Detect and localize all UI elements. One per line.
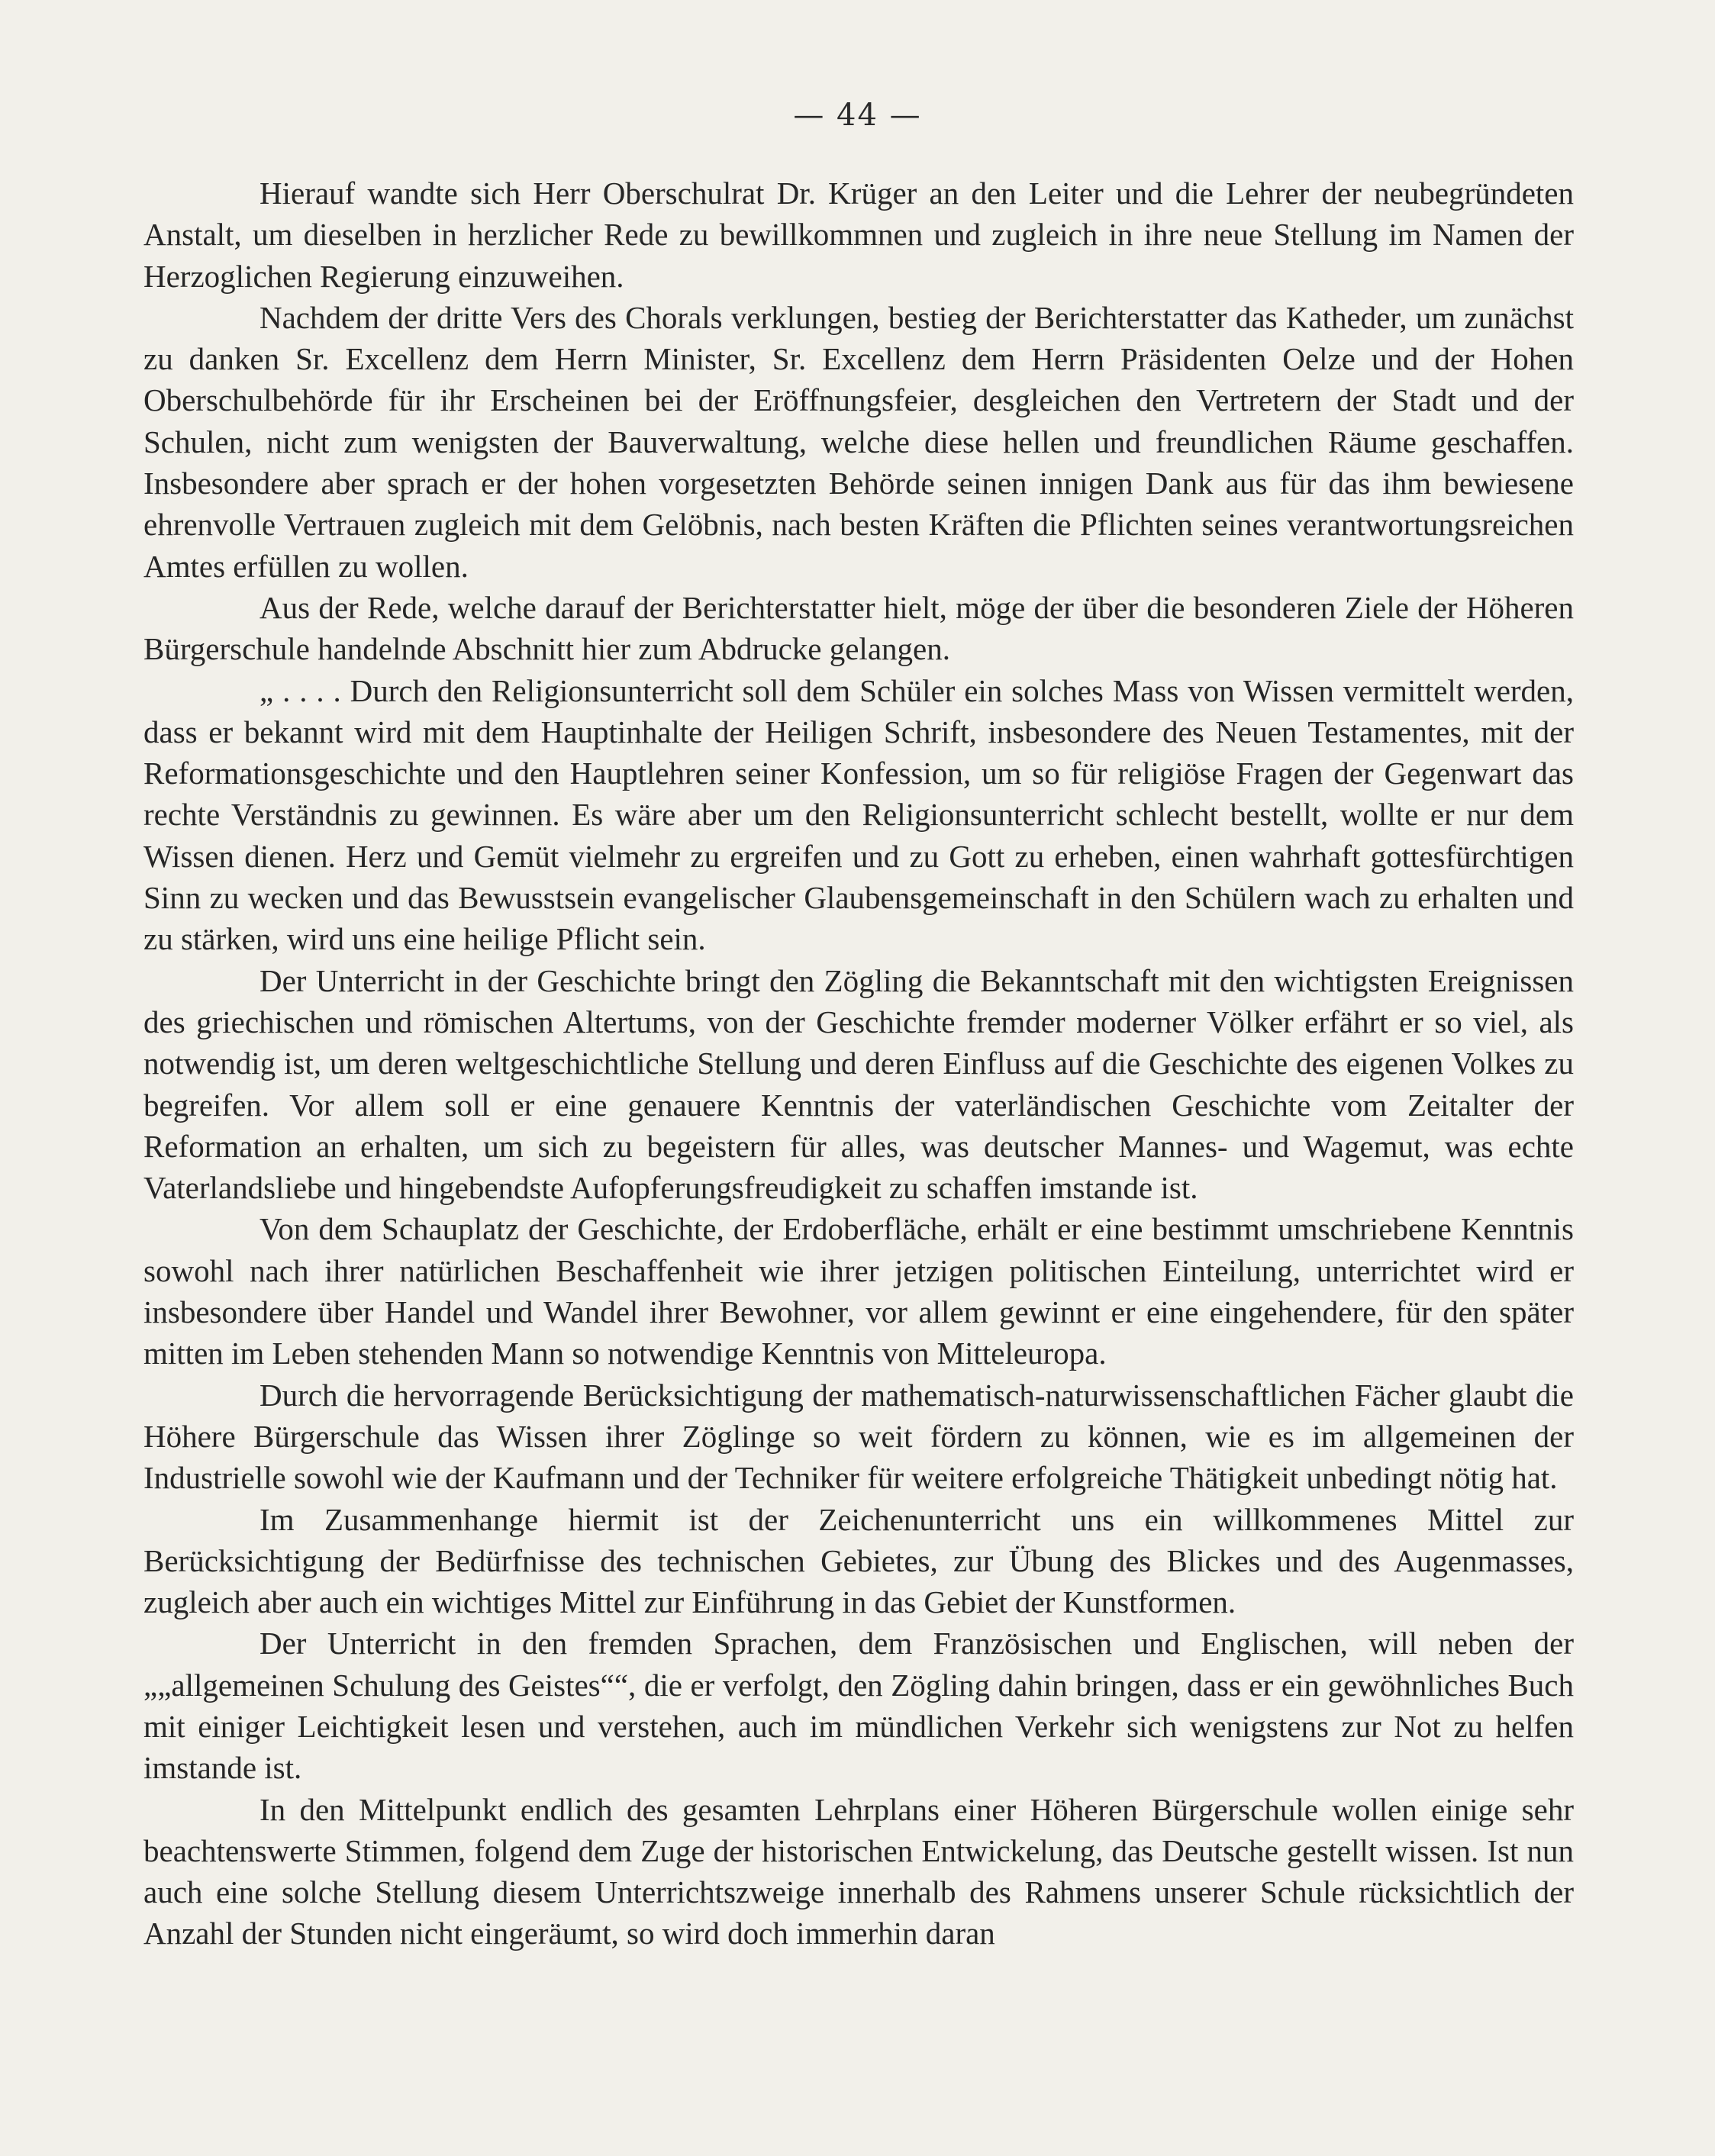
paragraph: Hierauf wandte sich Herr Oberschulrat Dr. Krüger an den Leiter und die Lehrer der neubegründeten Anstalt, um dieselben in herzlicher Rede zu bewillkommnen und zugleich in ihre neue Stellung im Namen der Herzoglichen Regierung einzuweihen. bbox=[143, 176, 1574, 294]
paragraph: Der Unterricht in der Geschichte bringt den Zögling die Bekanntschaft mit den wichtigsten Ereignissen des griechischen und römischen Altertums, von der Geschichte fremder moderner Völker erfährt er so viel, als notwendig ist, um deren weltgeschichtliche Stellung und deren Einfluss auf die Geschichte des eigenen Volkes zu begreifen. Vor allem soll er eine genauere Kenntnis der vaterländischen Geschichte vom Zeitalter der Reformation an erhalten, um sich zu begeistern für alles, was deutscher Mannes- und Wagemut, was echte Vaterlandsliebe und hingebendste Aufopferungsfreudigkeit zu schaffen imstande ist. bbox=[143, 962, 1574, 1206]
body-text bbox=[143, 172, 1574, 1955]
paragraph: In den Mittelpunkt endlich des gesamten Lehrplans einer Höheren Bürgerschule wollen einige sehr beachtenswerte Stimmen, folgend dem Zuge der historischen Entwickelung, das Deutsche gestellt wissen. Ist nun auch eine solche Stellung diesem Unterrichtszweige innerhalb des Rahmens unserer Schule rücksichtlich der Anzahl der Stunden nicht eingeräumt, so wird doch immerhin daran bbox=[143, 1791, 1574, 1951]
paragraph: Von dem Schauplatz der Geschichte, der Erdoberfläche, erhält er eine bestimmt umschriebene Kenntnis sowohl nach ihrer natürlichen Beschaffenheit wie ihrer jetzigen politischen Einteilung, unterrichtet wird er insbesondere über Handel und Wandel ihrer Bewohner, vor allem gewinnt er eine eingehendere, für den später mitten im Leben stehenden Mann so notwendige Kenntnis von Mitteleuropa. bbox=[143, 1211, 1574, 1371]
page-number: — 44 — bbox=[793, 98, 922, 133]
paragraph: Der Unterricht in den fremden Sprachen, dem Französischen und Englischen, will neben der „„allgemeinen Schulung des Geistes““, die er verfolgt, den Zögling dahin bringen, dass er ein gewöhnliches Buch mit einiger Leichtigkeit lesen und verstehen, auch im mündlichen Verkehr sich wenigstens zur Not zu helfen imstande ist. bbox=[143, 1626, 1574, 1786]
paragraph: Aus der Rede, welche darauf der Berichterstatter hielt, möge der über die besonderen Ziele der Höheren Bürgerschule handelnde Abschnitt hier zum Abdrucke gelangen. bbox=[143, 589, 1574, 667]
paragraph: Im Zusammenhange hiermit ist der Zeichenunterricht uns ein willkommenes Mittel zur Berücksichtigung der Bedürfnisse des technischen Gebietes, zur Übung des Blickes und des Augenmasses, zugleich aber auch ein wichtiges Mittel zur Einführung in das Gebiet der Kunstformen. bbox=[143, 1501, 1574, 1620]
paragraph: Durch die hervorragende Berücksichtigung der mathematisch-naturwissenschaftlichen Fächer glaubt die Höhere Bürgerschule das Wissen ihrer Zöglinge so weit fördern zu können, wie es im allgemeinen der Industrielle sowohl wie der Kaufmann und der Techniker für weitere erfolgreiche Thätigkeit unbedingt nötig hat. bbox=[143, 1377, 1574, 1496]
paragraph: „ . . . . Durch den Religionsunterricht soll dem Schüler ein solches Mass von Wissen vermittelt werden, dass er bekannt wird mit dem Hauptinhalte der Heiligen Schrift, insbesondere des Neuen Testamentes, mit der Reformationsgeschichte und den Hauptlehren seiner Konfession, um so für religiöse Fragen der Gegenwart das rechte Verständnis zu gewinnen. Es wäre aber um den Religionsunterricht schlecht bestellt, wollte er nur dem Wissen dienen. Herz und Gemüt vielmehr zu ergreifen und zu Gott zu erheben, einen wahrhaft gottesfürchtigen Sinn zu wecken und das Bewusstsein evangelischer Glaubensgemeinschaft in den Schülern wach zu erhalten und zu stärken, wird uns eine heilige Pflicht sein. bbox=[143, 672, 1574, 957]
paragraph: Nachdem der dritte Vers des Chorals verklungen, bestieg der Berichterstatter das Katheder, um zunächst zu danken Sr. Excellenz dem Herrn Minister, Sr. Excellenz dem Herrn Präsidenten Oelze und der Hohen Oberschulbehörde für ihr Erscheinen bei der Eröffnungsfeier, desgleichen den Vertretern der Stadt und der Schulen, nicht zum wenigsten der Bauverwaltung, welche diese hellen und freundlichen Räume geschaffen. Insbesondere aber sprach er der hohen vorgesetzten Behörde seinen innigen Dank aus für das ihm bewiesene ehrenvolle Vertrauen zugleich mit dem Gelöbnis, nach besten Kräften die Pflichten seines verantwortungsreichen Amtes erfüllen zu wollen. bbox=[143, 299, 1574, 584]
